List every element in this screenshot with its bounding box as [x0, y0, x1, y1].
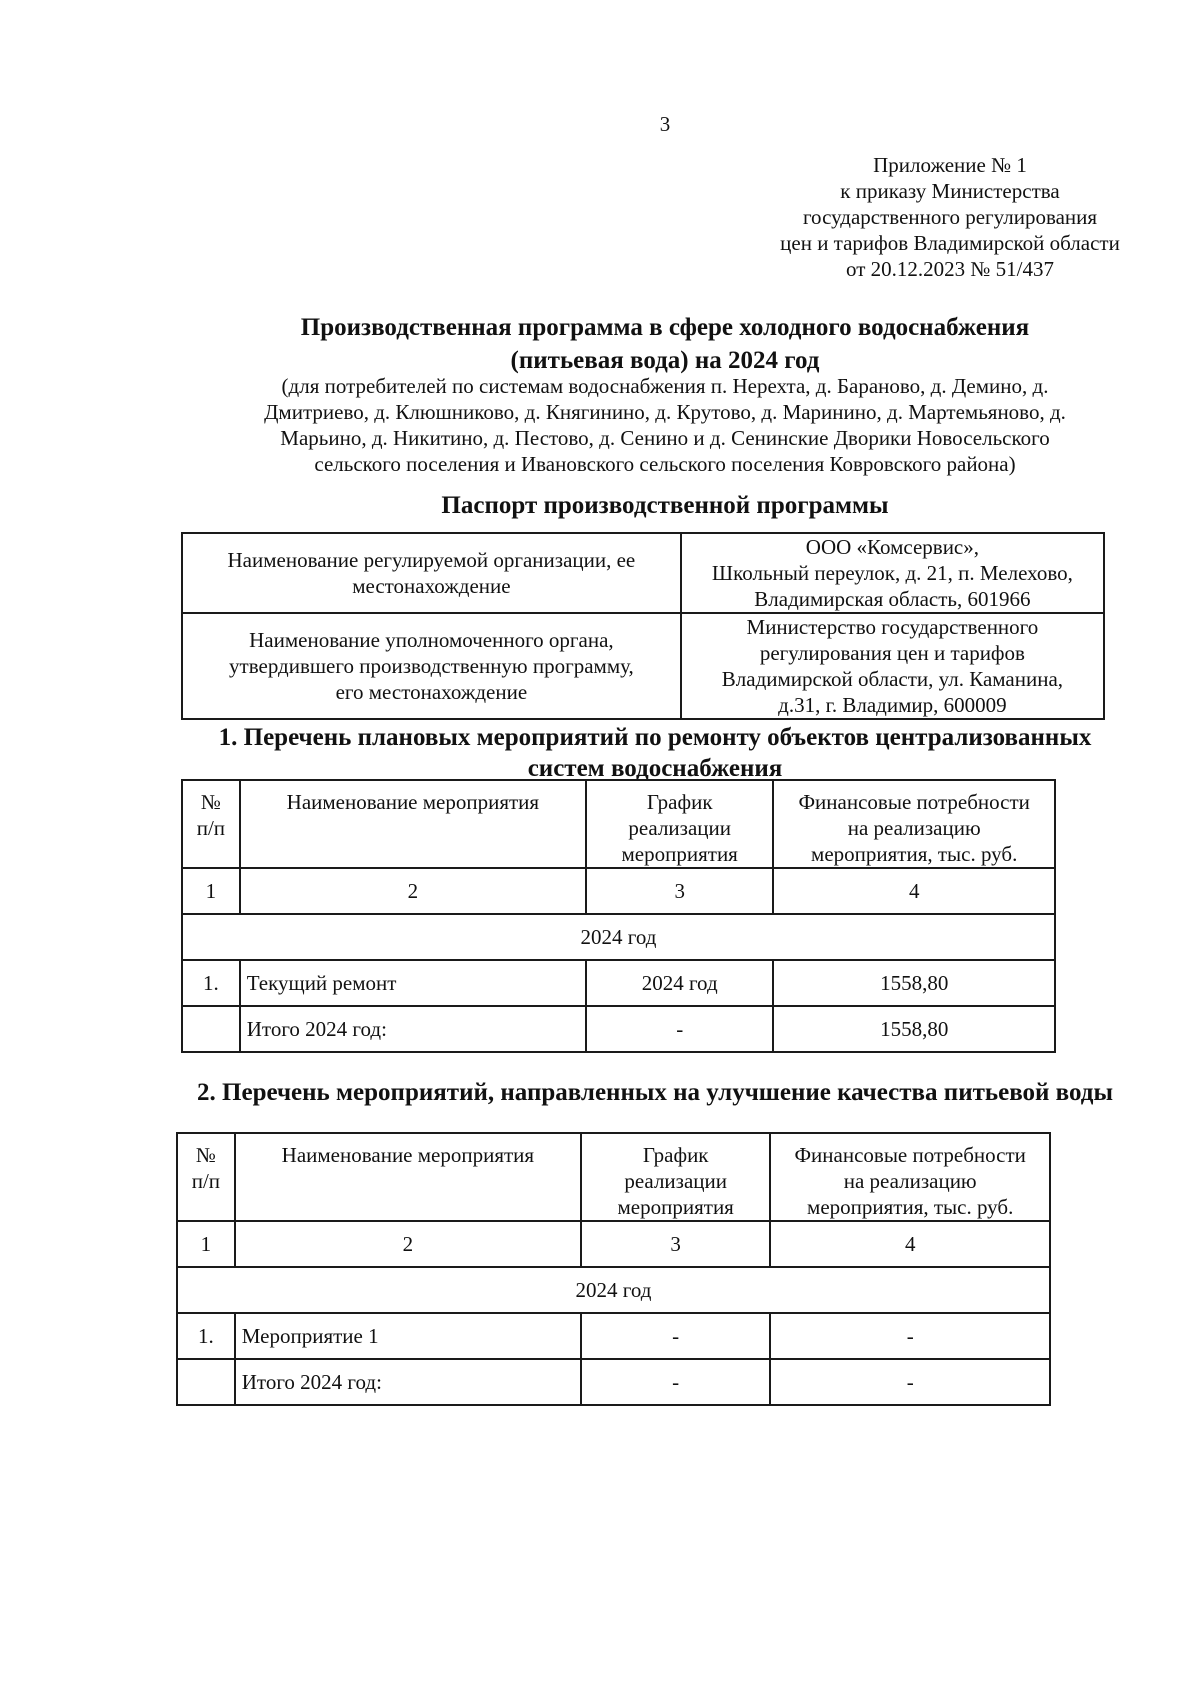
- document-title: [190, 311, 1140, 377]
- appendix-block: [740, 152, 1160, 282]
- item-schedule: -: [581, 1313, 770, 1359]
- appendix-line: от 20.12.2023 № 51/437: [845, 257, 1055, 281]
- table-row: [182, 960, 1055, 1006]
- item-num: 1.: [182, 960, 240, 1006]
- column-number: 2: [235, 1221, 581, 1267]
- passport-table: [181, 532, 1105, 720]
- total-label: Итого 2024 год:: [235, 1359, 581, 1405]
- year-row: [182, 914, 1055, 960]
- column-number: 4: [773, 868, 1055, 914]
- subtitle-line: Марьино, д. Никитино, д. Пестово, д. Сенино и д. Сенинские Дворики Новосельского: [280, 426, 1050, 450]
- section2-heading: 2. Перечень мероприятий, направленных на улучшение качества питьевой воды: [197, 1079, 1113, 1106]
- total-finance: -: [770, 1359, 1050, 1405]
- item-finance: 1558,80: [773, 960, 1055, 1006]
- header-num: № п/п: [177, 1133, 235, 1221]
- year-cell: 2024 год: [182, 914, 1055, 960]
- column-number: 3: [581, 1221, 770, 1267]
- header-name: Наименование мероприятия: [240, 780, 586, 868]
- header-finance: Финансовые потребности на реализацию мероприятия, тыс. руб.: [773, 780, 1055, 868]
- total-row: [182, 1006, 1055, 1052]
- item-name: Текущий ремонт: [240, 960, 586, 1006]
- total-finance: 1558,80: [773, 1006, 1055, 1052]
- section1-heading: 1. Перечень плановых мероприятий по ремонту объектов централизованных систем водоснабжения: [218, 724, 1092, 782]
- title-line: Производственная программа в сфере холодного водоснабжения: [300, 314, 1030, 341]
- table-header-row: [177, 1133, 1050, 1221]
- appendix-line: цен и тарифов Владимирской области: [780, 231, 1120, 255]
- passport-heading: Паспорт производственной программы: [441, 492, 889, 519]
- item-finance: -: [770, 1313, 1050, 1359]
- subtitle-line: Дмитриево, д. Клюшниково, д. Княгинино, д. Крутово, д. Маринино, д. Мартемьяново, д.: [264, 400, 1066, 424]
- year-cell: 2024 год: [177, 1267, 1050, 1313]
- passport-value: ООО «Комсервис», Школьный переулок, д. 21, п. Мелехово, Владимирская область, 601966: [681, 533, 1104, 613]
- column-number-row: [177, 1221, 1050, 1267]
- section2-table: [176, 1132, 1051, 1406]
- passport-label: Наименование уполномоченного органа, утвердившего производственную программу, его местонахождение: [182, 613, 681, 719]
- total-label: Итого 2024 год:: [240, 1006, 586, 1052]
- column-number: 1: [177, 1221, 235, 1267]
- title-line: (питьевая вода) на 2024 год: [510, 347, 820, 374]
- header-name: Наименование мероприятия: [235, 1133, 581, 1221]
- item-name: Мероприятие 1: [235, 1313, 581, 1359]
- total-row: [177, 1359, 1050, 1405]
- subtitle-line: (для потребителей по системам водоснабжения п. Нерехта, д. Бараново, д. Демино, д.: [281, 374, 1049, 398]
- column-number: 4: [770, 1221, 1050, 1267]
- total-schedule: -: [581, 1359, 770, 1405]
- table-header-row: [182, 780, 1055, 868]
- section1-table: [181, 779, 1056, 1053]
- total-num: [182, 1006, 240, 1052]
- table-row: [182, 533, 1104, 613]
- page-number: 3: [659, 112, 671, 136]
- subtitle-line: сельского поселения и Ивановского сельского поселения Ковровского района): [314, 452, 1016, 476]
- header-num: № п/п: [182, 780, 240, 868]
- column-number: 1: [182, 868, 240, 914]
- total-num: [177, 1359, 235, 1405]
- table-row: [182, 613, 1104, 719]
- passport-value: Министерство государственного регулирования цен и тарифов Владимирской области, ул. Каманина, д.31, г. Владимир, 600009: [681, 613, 1104, 719]
- passport-label: Наименование регулируемой организации, ее местонахождение: [182, 533, 681, 613]
- year-row: [177, 1267, 1050, 1313]
- column-number: 3: [586, 868, 773, 914]
- item-num: 1.: [177, 1313, 235, 1359]
- header-finance: Финансовые потребности на реализацию мероприятия, тыс. руб.: [770, 1133, 1050, 1221]
- document-subtitle: [200, 373, 1130, 477]
- header-schedule: График реализации мероприятия: [586, 780, 773, 868]
- appendix-line: Приложение № 1: [873, 153, 1027, 177]
- total-schedule: -: [586, 1006, 773, 1052]
- appendix-line: государственного регулирования: [802, 205, 1098, 229]
- table-row: [177, 1313, 1050, 1359]
- header-schedule: График реализации мероприятия: [581, 1133, 770, 1221]
- column-number: 2: [240, 868, 586, 914]
- column-number-row: [182, 868, 1055, 914]
- item-schedule: 2024 год: [586, 960, 773, 1006]
- appendix-line: к приказу Министерства: [840, 179, 1060, 203]
